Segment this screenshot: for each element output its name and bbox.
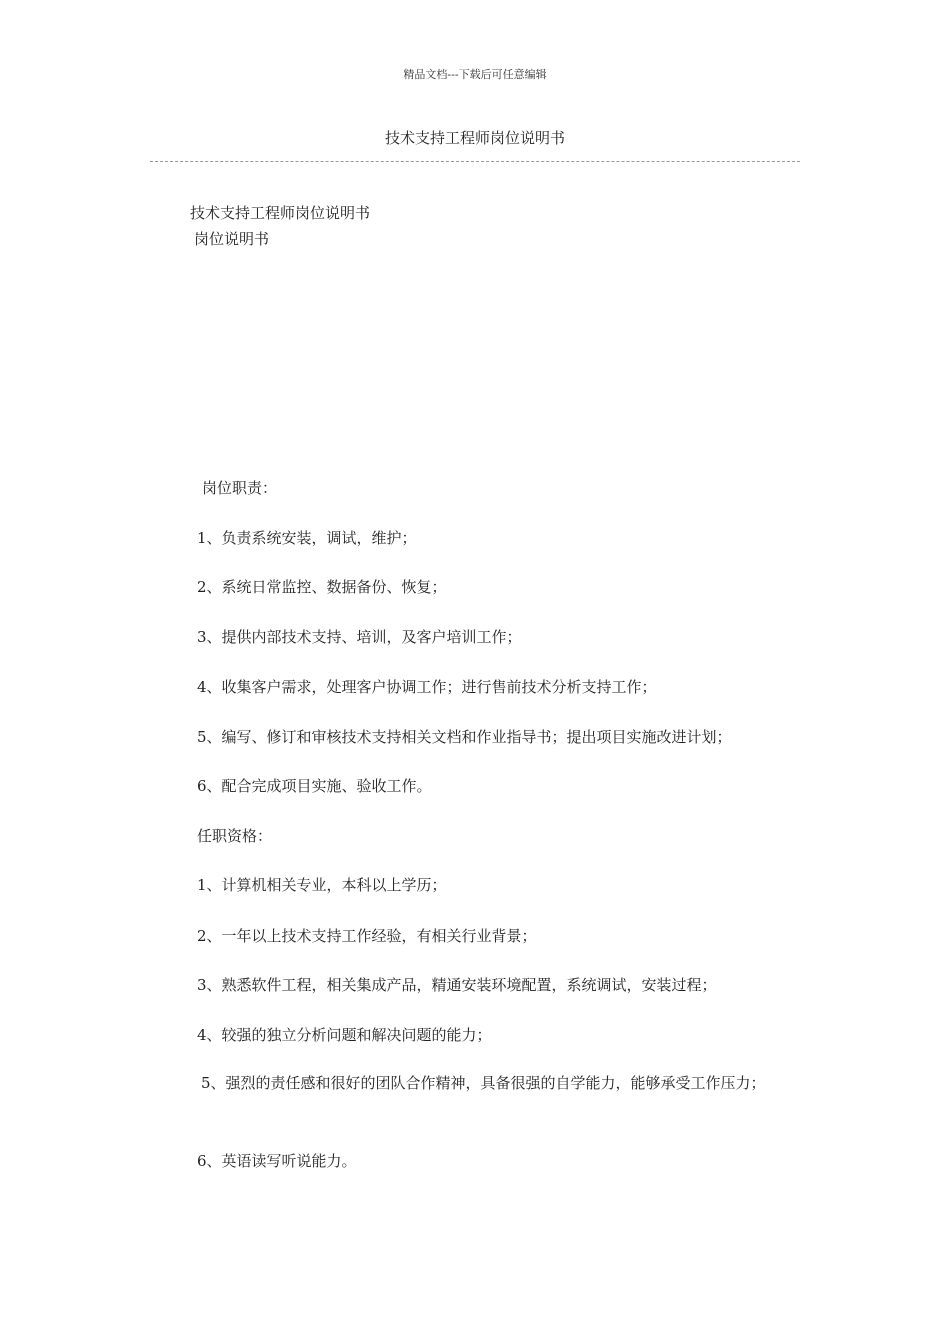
header-watermark: 精品文档---下载后可任意编辑 bbox=[403, 68, 547, 81]
qualification-item: 4、较强的独立分析问题和解决问题的能力； bbox=[197, 1026, 492, 1044]
qualifications-label: 任职资格： bbox=[197, 827, 273, 845]
responsibilities-label: 岗位职责： bbox=[202, 479, 278, 497]
responsibility-item: 6、配合完成项目实施、验收工作。 bbox=[197, 777, 432, 795]
qualification-item: 6、英语读写听说能力。 bbox=[197, 1152, 357, 1170]
responsibility-item: 4、收集客户需求，处理客户协调工作；进行售前技术分析支持工作； bbox=[197, 678, 657, 696]
responsibility-item: 5、编写、修订和审核技术支持相关文档和作业指导书；提出项目实施改进计划； bbox=[197, 728, 732, 746]
responsibility-item: 1、负责系统安装，调试，维护； bbox=[197, 529, 417, 547]
header-divider bbox=[150, 161, 800, 162]
responsibility-item: 3、提供内部技术支持、培训，及客户培训工作； bbox=[197, 628, 522, 646]
qualification-item: 2、一年以上技术支持工作经验，有相关行业背景； bbox=[197, 927, 537, 945]
qualification-item: 3、熟悉软件工程，相关集成产品，精通安装环境配置，系统调试，安装过程； bbox=[197, 976, 717, 994]
page-title: 技术支持工程师岗位说明书 bbox=[384, 129, 565, 147]
qualification-item: 5、强烈的责任感和很好的团队合作精神，具备很强的自学能力，能够承受工作压力； bbox=[201, 1074, 766, 1092]
responsibility-item: 2、系统日常监控、数据备份、恢复； bbox=[197, 578, 447, 596]
qualification-item: 1、计算机相关专业，本科以上学历； bbox=[197, 876, 447, 894]
intro-subheading: 岗位说明书 bbox=[194, 230, 270, 248]
intro-heading: 技术支持工程师岗位说明书 bbox=[190, 204, 371, 222]
